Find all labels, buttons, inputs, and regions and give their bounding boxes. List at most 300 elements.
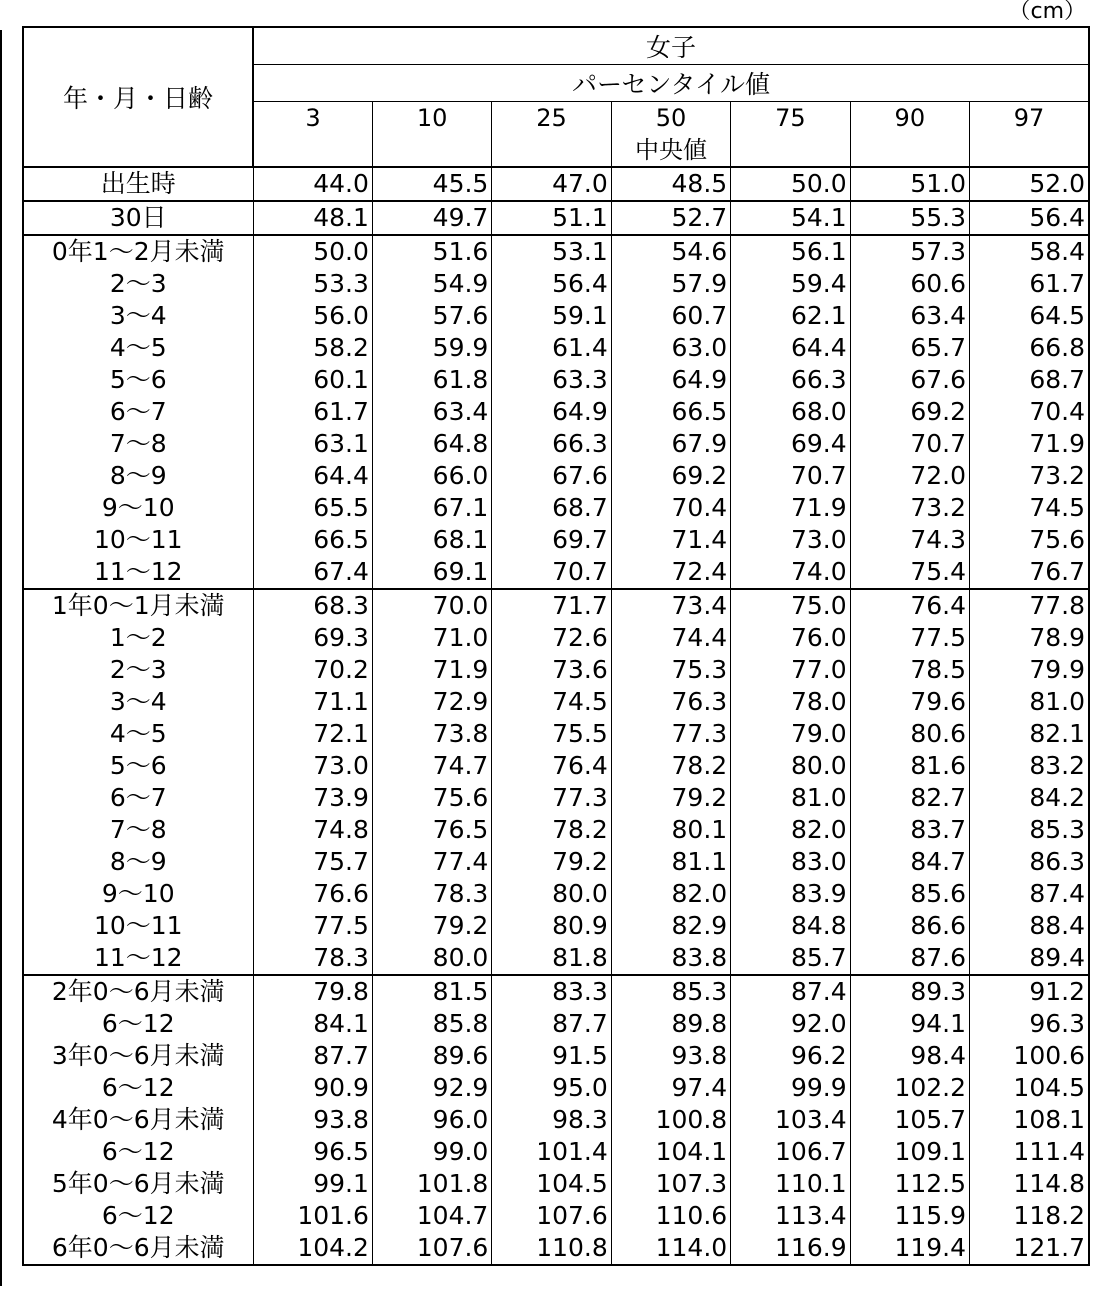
value-cell-p75: 59.4	[731, 268, 850, 300]
age-column-header: 年・月・日齢	[23, 27, 253, 167]
value-cell-p10: 67.1	[372, 492, 491, 524]
value-cell-p25: 87.7	[492, 1008, 611, 1040]
value-cell-p10: 80.0	[372, 942, 491, 975]
table-row	[23, 782, 1089, 814]
value-cell-p75: 116.9	[731, 1232, 850, 1265]
value-cell-p10: 69.1	[372, 556, 491, 589]
value-cell-p90: 94.1	[850, 1008, 969, 1040]
value-cell-p25: 91.5	[492, 1040, 611, 1072]
value-cell-p75: 83.9	[731, 878, 850, 910]
value-cell-p25: 75.5	[492, 718, 611, 750]
value-cell-p3: 73.0	[253, 750, 372, 782]
value-cell-p10: 92.9	[372, 1072, 491, 1104]
value-cell-p50: 110.6	[611, 1200, 730, 1232]
value-cell-p90: 60.6	[850, 268, 969, 300]
value-cell-p75: 103.4	[731, 1104, 850, 1136]
value-cell-p25: 63.3	[492, 364, 611, 396]
value-cell-p50: 82.0	[611, 878, 730, 910]
value-cell-p97: 81.0	[970, 686, 1089, 718]
value-cell-p97: 89.4	[970, 942, 1089, 975]
value-cell-p90: 70.7	[850, 428, 969, 460]
value-cell-p25: 101.4	[492, 1136, 611, 1168]
value-cell-p90: 78.5	[850, 654, 969, 686]
row-age-label: 9～10	[23, 878, 253, 910]
table-row	[23, 396, 1089, 428]
table-row	[23, 686, 1089, 718]
value-cell-p25: 67.6	[492, 460, 611, 492]
value-cell-p50: 52.7	[611, 201, 730, 235]
row-age-label: 3～4	[23, 300, 253, 332]
percentile-50-number: 50	[655, 104, 687, 132]
percentile-10-header: 10	[372, 102, 491, 168]
value-cell-p75: 110.1	[731, 1168, 850, 1200]
row-age-label: 11～12	[23, 942, 253, 975]
value-cell-p75: 87.4	[731, 975, 850, 1008]
table-row	[23, 364, 1089, 396]
value-cell-p50: 76.3	[611, 686, 730, 718]
value-cell-p25: 59.1	[492, 300, 611, 332]
value-cell-p75: 70.7	[731, 460, 850, 492]
value-cell-p10: 72.9	[372, 686, 491, 718]
value-cell-p97: 83.2	[970, 750, 1089, 782]
value-cell-p3: 74.8	[253, 814, 372, 846]
value-cell-p97: 82.1	[970, 718, 1089, 750]
value-cell-p97: 56.4	[970, 201, 1089, 235]
value-cell-p90: 51.0	[850, 167, 969, 201]
value-cell-p3: 65.5	[253, 492, 372, 524]
row-age-label: 5年0～6月未満	[23, 1168, 253, 1200]
value-cell-p10: 64.8	[372, 428, 491, 460]
row-age-label: 5～6	[23, 750, 253, 782]
table-row	[23, 556, 1089, 589]
value-cell-p50: 73.4	[611, 589, 730, 622]
row-age-label: 3年0～6月未満	[23, 1040, 253, 1072]
value-cell-p97: 73.2	[970, 460, 1089, 492]
value-cell-p3: 60.1	[253, 364, 372, 396]
value-cell-p90: 76.4	[850, 589, 969, 622]
value-cell-p90: 98.4	[850, 1040, 969, 1072]
value-cell-p50: 114.0	[611, 1232, 730, 1265]
table-row	[23, 1072, 1089, 1104]
sex-header: 女子	[253, 27, 1089, 65]
value-cell-p97: 64.5	[970, 300, 1089, 332]
value-cell-p90: 63.4	[850, 300, 969, 332]
value-cell-p10: 68.1	[372, 524, 491, 556]
value-cell-p10: 66.0	[372, 460, 491, 492]
value-cell-p25: 51.1	[492, 201, 611, 235]
value-cell-p90: 65.7	[850, 332, 969, 364]
value-cell-p10: 81.5	[372, 975, 491, 1008]
value-cell-p3: 50.0	[253, 235, 372, 268]
value-cell-p50: 97.4	[611, 1072, 730, 1104]
value-cell-p97: 70.4	[970, 396, 1089, 428]
value-cell-p10: 74.7	[372, 750, 491, 782]
value-cell-p97: 108.1	[970, 1104, 1089, 1136]
table-row	[23, 1008, 1089, 1040]
value-cell-p50: 75.3	[611, 654, 730, 686]
value-cell-p25: 78.2	[492, 814, 611, 846]
value-cell-p10: 85.8	[372, 1008, 491, 1040]
table-row	[23, 300, 1089, 332]
value-cell-p75: 75.0	[731, 589, 850, 622]
value-cell-p97: 84.2	[970, 782, 1089, 814]
value-cell-p50: 71.4	[611, 524, 730, 556]
value-cell-p10: 57.6	[372, 300, 491, 332]
value-cell-p97: 79.9	[970, 654, 1089, 686]
value-cell-p75: 83.0	[731, 846, 850, 878]
table-row	[23, 268, 1089, 300]
value-cell-p50: 79.2	[611, 782, 730, 814]
value-cell-p10: 107.6	[372, 1232, 491, 1265]
row-age-label: 0年1～2月未満	[23, 235, 253, 268]
value-cell-p90: 115.9	[850, 1200, 969, 1232]
value-cell-p50: 93.8	[611, 1040, 730, 1072]
value-cell-p25: 64.9	[492, 396, 611, 428]
value-cell-p3: 64.4	[253, 460, 372, 492]
value-cell-p75: 71.9	[731, 492, 850, 524]
value-cell-p90: 105.7	[850, 1104, 969, 1136]
value-cell-p25: 77.3	[492, 782, 611, 814]
value-cell-p75: 56.1	[731, 235, 850, 268]
table-row	[23, 1200, 1089, 1232]
value-cell-p10: 63.4	[372, 396, 491, 428]
value-cell-p10: 73.8	[372, 718, 491, 750]
value-cell-p75: 69.4	[731, 428, 850, 460]
value-cell-p10: 71.9	[372, 654, 491, 686]
value-cell-p97: 96.3	[970, 1008, 1089, 1040]
value-cell-p75: 78.0	[731, 686, 850, 718]
value-cell-p3: 71.1	[253, 686, 372, 718]
value-cell-p75: 96.2	[731, 1040, 850, 1072]
percentile-97-header: 97	[970, 102, 1089, 168]
value-cell-p90: 79.6	[850, 686, 969, 718]
value-cell-p97: 76.7	[970, 556, 1089, 589]
row-age-label: 8～9	[23, 846, 253, 878]
value-cell-p3: 78.3	[253, 942, 372, 975]
value-cell-p97: 87.4	[970, 878, 1089, 910]
table-row	[23, 1136, 1089, 1168]
value-cell-p50: 107.3	[611, 1168, 730, 1200]
value-cell-p75: 85.7	[731, 942, 850, 975]
value-cell-p25: 68.7	[492, 492, 611, 524]
table-row	[23, 814, 1089, 846]
value-cell-p25: 76.4	[492, 750, 611, 782]
value-cell-p3: 56.0	[253, 300, 372, 332]
row-age-label: 2年0～6月未満	[23, 975, 253, 1008]
value-cell-p25: 79.2	[492, 846, 611, 878]
table-body	[23, 167, 1089, 1265]
value-cell-p25: 66.3	[492, 428, 611, 460]
value-cell-p97: 118.2	[970, 1200, 1089, 1232]
value-cell-p10: 45.5	[372, 167, 491, 201]
median-label: 中央値	[634, 136, 707, 164]
value-cell-p25: 80.9	[492, 910, 611, 942]
value-cell-p75: 66.3	[731, 364, 850, 396]
value-cell-p90: 57.3	[850, 235, 969, 268]
unit-label: （cm）	[1008, 0, 1086, 24]
row-age-label: 10～11	[23, 524, 253, 556]
value-cell-p3: 84.1	[253, 1008, 372, 1040]
value-cell-p3: 101.6	[253, 1200, 372, 1232]
value-cell-p50: 83.8	[611, 942, 730, 975]
value-cell-p25: 80.0	[492, 878, 611, 910]
value-cell-p75: 84.8	[731, 910, 850, 942]
row-age-label: 6～7	[23, 782, 253, 814]
value-cell-p50: 82.9	[611, 910, 730, 942]
value-cell-p3: 44.0	[253, 167, 372, 201]
table-row	[23, 460, 1089, 492]
value-cell-p3: 63.1	[253, 428, 372, 460]
row-age-label: 2～3	[23, 268, 253, 300]
value-cell-p90: 89.3	[850, 975, 969, 1008]
value-cell-p90: 87.6	[850, 942, 969, 975]
percentile-header: パーセンタイル値	[253, 65, 1089, 102]
value-cell-p10: 61.8	[372, 364, 491, 396]
value-cell-p75: 92.0	[731, 1008, 850, 1040]
value-cell-p97: 66.8	[970, 332, 1089, 364]
row-age-label: 1年0～1月未満	[23, 589, 253, 622]
value-cell-p50: 69.2	[611, 460, 730, 492]
table-row	[23, 622, 1089, 654]
value-cell-p90: 85.6	[850, 878, 969, 910]
value-cell-p75: 79.0	[731, 718, 850, 750]
growth-percentile-table	[22, 26, 1090, 1266]
percentile-25-header: 25	[492, 102, 611, 168]
value-cell-p75: 64.4	[731, 332, 850, 364]
value-cell-p3: 79.8	[253, 975, 372, 1008]
left-margin-line	[0, 30, 2, 1286]
row-age-label: 9～10	[23, 492, 253, 524]
percentile-3-header: 3	[253, 102, 372, 168]
value-cell-p75: 80.0	[731, 750, 850, 782]
value-cell-p90: 81.6	[850, 750, 969, 782]
value-cell-p25: 72.6	[492, 622, 611, 654]
row-age-label: 4～5	[23, 332, 253, 364]
table-row	[23, 1168, 1089, 1200]
value-cell-p3: 58.2	[253, 332, 372, 364]
value-cell-p25: 83.3	[492, 975, 611, 1008]
table-row	[23, 1104, 1089, 1136]
value-cell-p25: 73.6	[492, 654, 611, 686]
value-cell-p3: 104.2	[253, 1232, 372, 1265]
row-age-label: 7～8	[23, 428, 253, 460]
value-cell-p3: 72.1	[253, 718, 372, 750]
value-cell-p97: 78.9	[970, 622, 1089, 654]
table-row	[23, 878, 1089, 910]
value-cell-p10: 77.4	[372, 846, 491, 878]
value-cell-p90: 77.5	[850, 622, 969, 654]
row-age-label: 6～12	[23, 1072, 253, 1104]
value-cell-p10: 104.7	[372, 1200, 491, 1232]
value-cell-p3: 93.8	[253, 1104, 372, 1136]
value-cell-p90: 73.2	[850, 492, 969, 524]
value-cell-p97: 121.7	[970, 1232, 1089, 1265]
value-cell-p50: 48.5	[611, 167, 730, 201]
percentile-90-header: 90	[850, 102, 969, 168]
value-cell-p50: 66.5	[611, 396, 730, 428]
value-cell-p3: 66.5	[253, 524, 372, 556]
value-cell-p90: 72.0	[850, 460, 969, 492]
value-cell-p10: 59.9	[372, 332, 491, 364]
value-cell-p50: 80.1	[611, 814, 730, 846]
value-cell-p50: 104.1	[611, 1136, 730, 1168]
value-cell-p3: 87.7	[253, 1040, 372, 1072]
value-cell-p25: 53.1	[492, 235, 611, 268]
table-row	[23, 1040, 1089, 1072]
value-cell-p90: 75.4	[850, 556, 969, 589]
value-cell-p50: 78.2	[611, 750, 730, 782]
value-cell-p50: 85.3	[611, 975, 730, 1008]
value-cell-p3: 96.5	[253, 1136, 372, 1168]
value-cell-p50: 77.3	[611, 718, 730, 750]
value-cell-p97: 61.7	[970, 268, 1089, 300]
value-cell-p90: 82.7	[850, 782, 969, 814]
table-row	[23, 332, 1089, 364]
table-row	[23, 654, 1089, 686]
value-cell-p90: 69.2	[850, 396, 969, 428]
percentile-50-header	[611, 102, 730, 168]
value-cell-p75: 50.0	[731, 167, 850, 201]
value-cell-p90: 67.6	[850, 364, 969, 396]
table-row	[23, 718, 1089, 750]
value-cell-p10: 51.6	[372, 235, 491, 268]
table-row	[23, 428, 1089, 460]
value-cell-p10: 79.2	[372, 910, 491, 942]
table-row	[23, 750, 1089, 782]
value-cell-p50: 54.6	[611, 235, 730, 268]
value-cell-p50: 89.8	[611, 1008, 730, 1040]
value-cell-p75: 77.0	[731, 654, 850, 686]
value-cell-p97: 58.4	[970, 235, 1089, 268]
value-cell-p90: 55.3	[850, 201, 969, 235]
row-age-label: 2～3	[23, 654, 253, 686]
value-cell-p25: 47.0	[492, 167, 611, 201]
value-cell-p3: 53.3	[253, 268, 372, 300]
value-cell-p3: 69.3	[253, 622, 372, 654]
value-cell-p10: 89.6	[372, 1040, 491, 1072]
row-age-label: 6～12	[23, 1136, 253, 1168]
value-cell-p25: 61.4	[492, 332, 611, 364]
row-age-label: 6年0～6月未満	[23, 1232, 253, 1265]
value-cell-p25: 104.5	[492, 1168, 611, 1200]
value-cell-p75: 68.0	[731, 396, 850, 428]
row-age-label: 6～7	[23, 396, 253, 428]
table-row	[23, 942, 1089, 975]
row-age-label: 11～12	[23, 556, 253, 589]
row-age-label: 出生時	[23, 167, 253, 201]
value-cell-p97: 91.2	[970, 975, 1089, 1008]
value-cell-p50: 63.0	[611, 332, 730, 364]
value-cell-p97: 52.0	[970, 167, 1089, 201]
row-age-label: 30日	[23, 201, 253, 235]
value-cell-p3: 90.9	[253, 1072, 372, 1104]
value-cell-p10: 76.5	[372, 814, 491, 846]
percentile-75-header: 75	[731, 102, 850, 168]
value-cell-p10: 70.0	[372, 589, 491, 622]
value-cell-p25: 56.4	[492, 268, 611, 300]
value-cell-p3: 48.1	[253, 201, 372, 235]
value-cell-p97: 74.5	[970, 492, 1089, 524]
value-cell-p90: 84.7	[850, 846, 969, 878]
value-cell-p90: 83.7	[850, 814, 969, 846]
value-cell-p75: 74.0	[731, 556, 850, 589]
value-cell-p97: 104.5	[970, 1072, 1089, 1104]
value-cell-p90: 80.6	[850, 718, 969, 750]
value-cell-p75: 82.0	[731, 814, 850, 846]
value-cell-p50: 72.4	[611, 556, 730, 589]
value-cell-p3: 77.5	[253, 910, 372, 942]
value-cell-p3: 73.9	[253, 782, 372, 814]
row-age-label: 8～9	[23, 460, 253, 492]
value-cell-p90: 109.1	[850, 1136, 969, 1168]
value-cell-p10: 96.0	[372, 1104, 491, 1136]
value-cell-p25: 74.5	[492, 686, 611, 718]
table-row	[23, 201, 1089, 235]
value-cell-p75: 99.9	[731, 1072, 850, 1104]
value-cell-p97: 68.7	[970, 364, 1089, 396]
value-cell-p50: 100.8	[611, 1104, 730, 1136]
row-age-label: 6～12	[23, 1008, 253, 1040]
table-row	[23, 167, 1089, 201]
table-row	[23, 1232, 1089, 1265]
value-cell-p10: 71.0	[372, 622, 491, 654]
value-cell-p25: 110.8	[492, 1232, 611, 1265]
value-cell-p97: 75.6	[970, 524, 1089, 556]
value-cell-p25: 71.7	[492, 589, 611, 622]
value-cell-p75: 81.0	[731, 782, 850, 814]
table-row	[23, 589, 1089, 622]
value-cell-p25: 81.8	[492, 942, 611, 975]
value-cell-p75: 113.4	[731, 1200, 850, 1232]
row-age-label: 1～2	[23, 622, 253, 654]
value-cell-p97: 77.8	[970, 589, 1089, 622]
value-cell-p3: 75.7	[253, 846, 372, 878]
value-cell-p50: 74.4	[611, 622, 730, 654]
table-row	[23, 492, 1089, 524]
value-cell-p90: 86.6	[850, 910, 969, 942]
row-age-label: 4年0～6月未満	[23, 1104, 253, 1136]
value-cell-p90: 74.3	[850, 524, 969, 556]
value-cell-p97: 88.4	[970, 910, 1089, 942]
value-cell-p50: 57.9	[611, 268, 730, 300]
value-cell-p97: 114.8	[970, 1168, 1089, 1200]
value-cell-p97: 71.9	[970, 428, 1089, 460]
value-cell-p97: 85.3	[970, 814, 1089, 846]
row-age-label: 7～8	[23, 814, 253, 846]
value-cell-p50: 60.7	[611, 300, 730, 332]
value-cell-p50: 81.1	[611, 846, 730, 878]
value-cell-p10: 49.7	[372, 201, 491, 235]
value-cell-p3: 70.2	[253, 654, 372, 686]
table-row	[23, 524, 1089, 556]
row-age-label: 5～6	[23, 364, 253, 396]
value-cell-p75: 73.0	[731, 524, 850, 556]
value-cell-p97: 86.3	[970, 846, 1089, 878]
value-cell-p10: 101.8	[372, 1168, 491, 1200]
value-cell-p75: 76.0	[731, 622, 850, 654]
value-cell-p50: 67.9	[611, 428, 730, 460]
value-cell-p90: 112.5	[850, 1168, 969, 1200]
value-cell-p75: 62.1	[731, 300, 850, 332]
value-cell-p3: 68.3	[253, 589, 372, 622]
table-row	[23, 910, 1089, 942]
value-cell-p10: 78.3	[372, 878, 491, 910]
value-cell-p10: 75.6	[372, 782, 491, 814]
value-cell-p3: 76.6	[253, 878, 372, 910]
value-cell-p10: 99.0	[372, 1136, 491, 1168]
value-cell-p75: 106.7	[731, 1136, 850, 1168]
value-cell-p25: 107.6	[492, 1200, 611, 1232]
